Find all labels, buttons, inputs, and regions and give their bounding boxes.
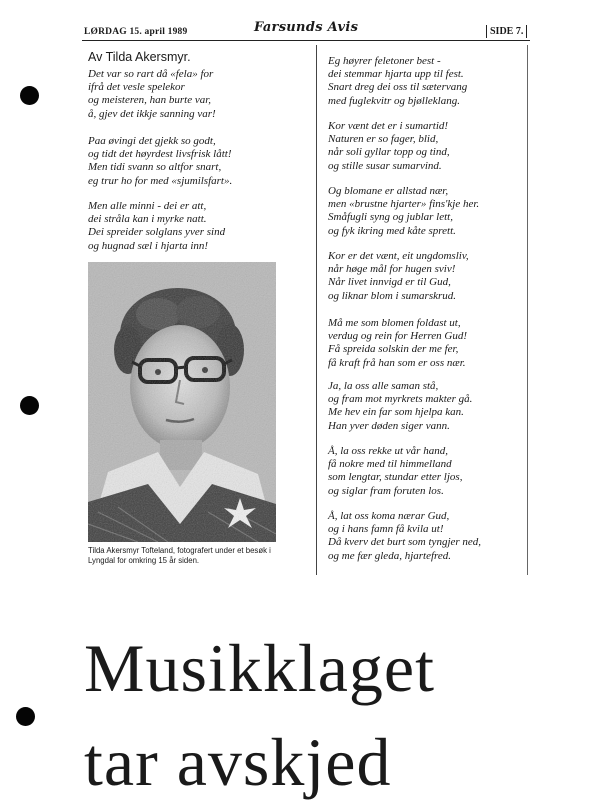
poem-line: eg trur ho for med «sjumilsfart». bbox=[88, 174, 233, 187]
poem-line: og hugnad sæl i hjarta inn! bbox=[88, 239, 209, 252]
poem-line: Når livet innvigd er til Gud, bbox=[328, 276, 451, 289]
poem-line: Å, lat oss koma nærar Gud, bbox=[328, 510, 450, 522]
portrait-photo bbox=[88, 262, 276, 542]
poem-line: med fuglekvitr og bjølleklang. bbox=[328, 94, 460, 107]
poem-line: ifrå det vesle spelekor bbox=[88, 81, 185, 94]
poem-line: få nokre med til himmelland bbox=[328, 458, 452, 471]
poem-line: å, gjev det ikkje sanning var! bbox=[88, 107, 216, 120]
poem-line: Å, la oss rekke ut vår hand, bbox=[328, 445, 448, 457]
headline-line: tar avskjed bbox=[84, 724, 392, 800]
poem-line: og fyk ikring med kåte sprett. bbox=[328, 224, 456, 237]
poem-line: som lengtar, stundar etter ljos, bbox=[328, 471, 463, 484]
poem-line: Kor er det vænt, eit ungdomsliv, bbox=[328, 250, 469, 262]
poem-line: Snart dreg dei oss til sætervang bbox=[328, 81, 468, 94]
poem-stanza bbox=[328, 185, 479, 238]
punch-hole bbox=[20, 86, 39, 105]
punch-hole bbox=[20, 396, 39, 415]
poem-line: Paa øvingi det gjekk so godt, bbox=[88, 135, 216, 147]
poem-line: og stille susar sumarvind. bbox=[328, 159, 442, 172]
poem-line: Då kverv det burt som tyngjer ned, bbox=[328, 536, 482, 549]
poem-line: og fram mot myrkrets makter gå. bbox=[328, 393, 473, 406]
page-number: SIDE 7. bbox=[486, 25, 527, 38]
poem-line: få kraft frå han som er oss nær. bbox=[328, 356, 466, 369]
poem-line: når høge mål for hugen sviv! bbox=[328, 263, 456, 276]
poem-line: dei stråla kan i myrke natt. bbox=[88, 213, 207, 226]
poem-line: Få spreida solskin der me fer, bbox=[328, 343, 459, 356]
poem-line: Og blomane er allstad nær, bbox=[328, 185, 449, 197]
poem-line: Eg høyrer feletoner best - bbox=[328, 55, 441, 67]
portrait-image bbox=[88, 262, 276, 542]
poem-line: Han yver døden siger vann. bbox=[328, 419, 450, 432]
poem-stanza bbox=[328, 510, 481, 563]
poem-line: og i hans famn få kvila ut! bbox=[328, 523, 444, 536]
poem-line: Dei spreider solglans yver sind bbox=[88, 226, 226, 239]
poem-line: Det var so rart då «fela» for bbox=[88, 68, 214, 80]
poem-line: Ja, la oss alle saman stå, bbox=[328, 380, 439, 392]
poem-line: Småfugli syng og jublar lett, bbox=[328, 211, 453, 224]
poem-stanza bbox=[88, 68, 216, 121]
poem-line: og siglar fram foruten los. bbox=[328, 484, 444, 497]
header-rule bbox=[82, 40, 530, 41]
poem-line: Men tidi svann so altfor snart, bbox=[88, 161, 222, 174]
poem-line: når soli gyllar topp og tind, bbox=[328, 146, 450, 159]
poem-stanza bbox=[88, 200, 225, 253]
poem-line: Kor vænt det er i sumartid! bbox=[328, 120, 449, 132]
poem-stanza bbox=[328, 317, 467, 370]
issue-date: LØRDAG 15. april 1989 bbox=[84, 27, 188, 37]
poem-stanza bbox=[88, 135, 232, 188]
poem-line: og tidt det høyrdest livsfrisk lått! bbox=[88, 148, 232, 161]
poem-line: Men alle minni - dei er att, bbox=[88, 200, 207, 212]
poem-line: og liknar blom i sumarskrud. bbox=[328, 289, 457, 302]
poem-author: Av Tilda Akersmyr. bbox=[88, 50, 191, 64]
poem-stanza bbox=[328, 250, 469, 303]
poem-line: verdug og rein for Herren Gud! bbox=[328, 330, 468, 343]
poem-line: og meisteren, han burte var, bbox=[88, 94, 212, 107]
poem-stanza bbox=[328, 120, 450, 173]
punch-hole bbox=[16, 707, 35, 726]
poem-line: og me fær gleda, hjartefred. bbox=[328, 549, 452, 562]
newspaper-name: Farsunds Avis bbox=[254, 20, 359, 35]
photo-caption: Tilda Akersmyr Tofteland, fotografert under et besøk i Lyngdal for omkring 15 år siden. bbox=[88, 546, 271, 565]
poem-stanza bbox=[328, 445, 462, 498]
poem-line: men «brustne hjarter» fins'kje her. bbox=[328, 198, 480, 211]
poem-line: Må me som blomen foldast ut, bbox=[328, 317, 461, 329]
poem-line: dei stemmar hjarta upp til fest. bbox=[328, 68, 464, 81]
poem-line: Me hev ein far som hjelpa kan. bbox=[328, 406, 464, 419]
column-divider bbox=[316, 45, 317, 575]
poem-stanza bbox=[328, 380, 472, 433]
headline-line: Musikklaget bbox=[84, 630, 435, 706]
column-edge bbox=[527, 45, 528, 575]
poem-stanza bbox=[328, 55, 467, 108]
poem-line: Naturen er so fager, blid, bbox=[328, 133, 439, 146]
